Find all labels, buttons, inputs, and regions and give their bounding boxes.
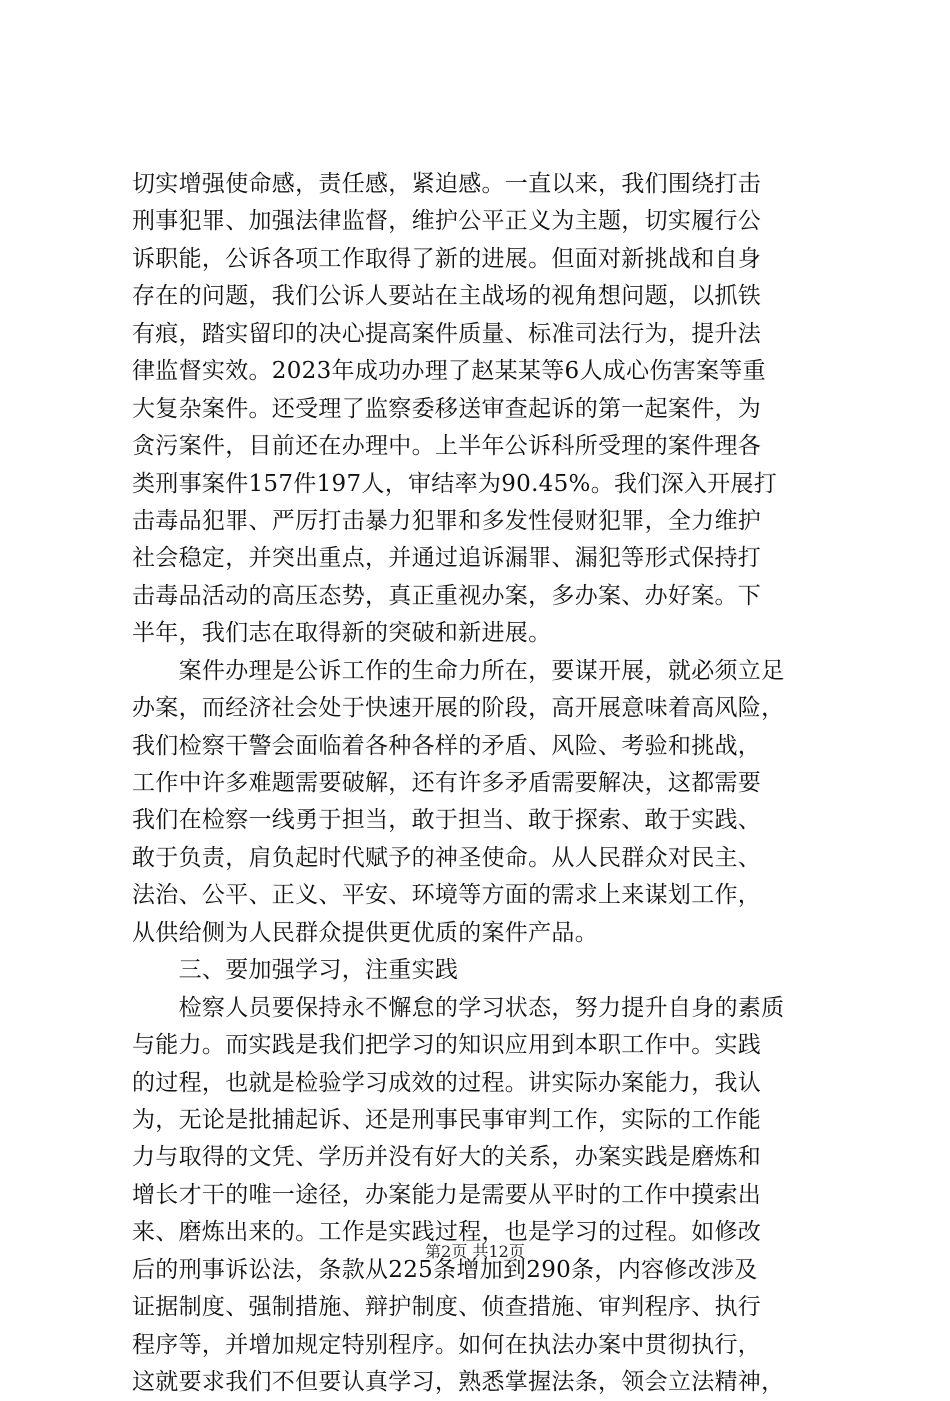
text-line: 击毒品活动的高压态势，真正重视办案，多办案、办好案。下 [132,582,762,609]
text-line: 力与取得的文凭、学历并没有好大的关系，办案实践是磨炼和 [132,1144,762,1171]
text-line: 办案，而经济社会处于快速开展的阶段，高开展意味着高风险， [132,695,785,722]
text-line: 我们在检察一线勇于担当，敢于担当、敢于探索、敢于实践、 [132,807,762,834]
text-line: 切实增强使命感，责任感，紧迫感。一直以来，我们围绕打击 [132,171,762,197]
text-line: 大复杂案件。还受理了监察委移送审查起诉的第一起案件，为 [132,395,762,422]
text-line: 增长才干的唯一途径，办案能力是需要从平时的工作中摸索出 [132,1181,762,1208]
text-line: 击毒品犯罪、严厉打击暴力犯罪和多发性侵财犯罪，全力维护 [132,507,762,534]
text-line: 我们检察干警会面临着各种各样的矛盾、风险、考验和挑战， [132,732,762,759]
text-line: 刑事犯罪、加强法律监督，维护公平正义为主题，切实履行公 [132,208,762,235]
text-line: 律监督实效。2023年成功办理了赵某某等6人成心伤害案等重 [132,358,766,385]
text-line: 这就要求我们不但要认真学习，熟悉掌握法条，领会立法精神， [132,1369,785,1395]
text-line: 程序等，并增加规定特别程序。如何在执法办案中贯彻执行， [132,1331,762,1358]
text-line: 法治、公平、正义、平安、环境等方面的需求上来谋划工作， [132,882,762,909]
text-line: 存在的问题，我们公诉人要站在主战场的视角想问题，以抓铁 [132,283,762,310]
text-line: 证据制度、强制措施、辩护制度、侦查措施、审判程序、执行 [132,1294,762,1321]
section-heading: 三、要加强学习，注重实践 [132,957,459,984]
text-line: 案件办理是公诉工作的生命力所在，要谋开展，就必须立足 [132,657,785,684]
text-line: 类刑事案件157件197人，审结率为90.45%。我们深入开展打 [132,470,778,497]
text-line: 与能力。而实践是我们把学习的知识应用到本职工作中。实践 [132,1032,762,1059]
text-line: 社会稳定，并突出重点，并通过追诉漏罪、漏犯等形式保持打 [132,545,762,572]
text-line: 有痕，踏实留印的决心提高案件质量、标准司法行为，提升法 [132,320,762,347]
text-line: 来、磨炼出来的。工作是实践过程，也是学习的过程。如修改 [132,1219,762,1246]
page-number-label: 第2页 共12页 [425,1242,525,1261]
text-line: 诉职能，公诉各项工作取得了新的进展。但面对新挑战和自身 [132,245,762,272]
page-footer [0,1242,950,1262]
text-line: 检察人员要保持永不懈怠的学习状态，努力提升自身的素质 [132,994,785,1021]
text-line: 为，无论是批捕起诉、还是刑事民事审判工作，实际的工作能 [132,1106,762,1133]
text-line: 半年，我们志在取得新的突破和新进展。 [132,620,552,647]
document-body [132,166,822,1401]
text-line: 从供给侧为人民群众提供更优质的案件产品。 [132,919,598,946]
text-line: 工作中许多难题需要破解，还有许多矛盾需要解决，这都需要 [132,770,762,796]
text-line: 贪污案件，目前还在办理中。上半年公诉科所受理的案件理各 [132,433,762,460]
text-line: 后的刑事诉讼法，条款从225条增加到290条，内容修改涉及 [132,1256,758,1283]
text-line: 的过程，也就是检验学习成效的过程。讲实际办案能力，我认 [132,1069,762,1096]
text-line: 敢于负责，肩负起时代赋予的神圣使命。从人民群众对民主、 [132,844,762,871]
